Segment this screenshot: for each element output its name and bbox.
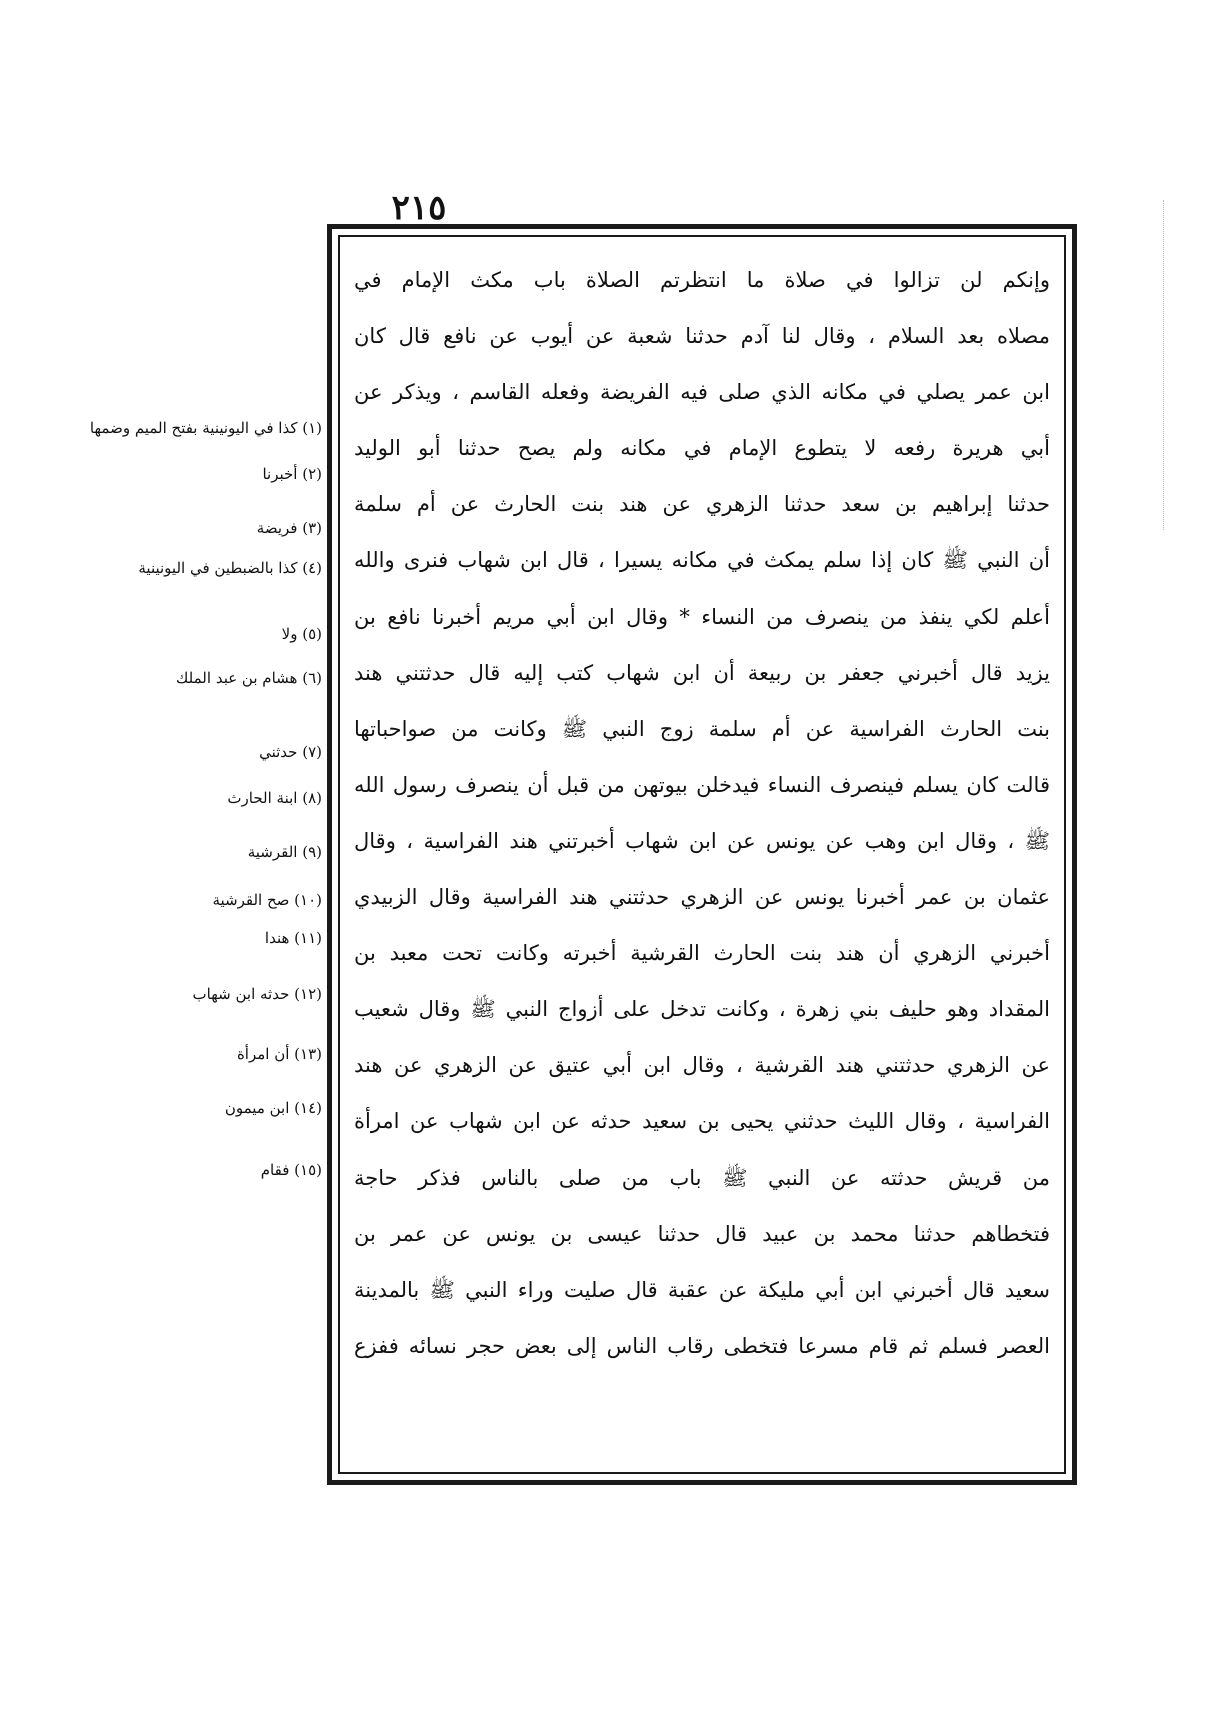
text-line: الفراسية ، وقال الليث حدثني يحيى بن سعيد حدثه عن ابن شهاب عن امرأة — [354, 1109, 1050, 1134]
page-number: ٢١٥ — [391, 188, 447, 228]
main-text-block — [354, 252, 1050, 1467]
text-line: فتخطاهم حدثنا محمد بن عبيد قال حدثنا عيسى بن يونس عن عمر بن — [354, 1221, 1050, 1246]
footnote: (٩) القرشية — [247, 843, 322, 861]
footnote: (٧) حدثني — [259, 743, 322, 761]
text-line: من قريش حدثته عن النبي ﷺ باب من صلى بالناس فذكر حاجة — [354, 1165, 1050, 1190]
text-line: يزيد قال أخبرني جعفر بن ربيعة أن ابن شهاب كتب إليه قال حدثتني هند — [354, 660, 1050, 685]
footnote: (٦) هشام بن عبد الملك — [176, 669, 322, 687]
text-line: ابن عمر يصلي في مكانه الذي صلى فيه الفريضة وفعله القاسم ، ويذكر عن — [354, 380, 1050, 405]
scan-edge-mark — [1163, 200, 1170, 530]
footnote: (٥) ولا — [281, 625, 322, 643]
footnote: (١٠) صح القرشية — [212, 891, 322, 909]
footnote: (١٣) أن امرأة — [236, 1045, 322, 1063]
text-line: أخبرني الزهري أن هند بنت الحارث القرشية أخبرته وكانت تحت معبد بن — [354, 941, 1050, 966]
text-line: المقداد وهو حليف بني زهرة ، وكانت تدخل على أزواج النبي ﷺ وقال شعيب — [354, 997, 1050, 1022]
text-line: مصلاه بعد السلام ، وقال لنا آدم حدثنا شعبة عن أيوب عن نافع قال كان — [354, 324, 1050, 349]
text-line: بنت الحارث الفراسية عن أم سلمة زوج النبي ﷺ وكانت من صواحباتها — [354, 716, 1050, 741]
text-line: عثمان بن عمر أخبرنا يونس عن الزهري حدثتني هند الفراسية وقال الزبيدي — [354, 885, 1050, 910]
text-line: وإنكم لن تزالوا في صلاة ما انتظرتم الصلاة باب مكث الإمام في — [354, 268, 1050, 292]
text-line: أن النبي ﷺ كان إذا سلم يمكث في مكانه يسيرا ، قال ابن شهاب فنرى والله — [354, 548, 1050, 573]
footnote: (١) كذا في اليونينية بفتح الميم وضمها — [89, 419, 322, 437]
footnote: (٣) فريضة — [256, 519, 322, 537]
text-line: أعلم لكي ينفذ من ينصرف من النساء * وقال ابن أبي مريم أخبرنا نافع بن — [354, 604, 1050, 629]
text-line: العصر فسلم ثم قام مسرعا فتخطى رقاب الناس إلى بعض حجر نسائه ففزع — [354, 1333, 1050, 1358]
footnote: (٨) ابنة الحارث — [227, 789, 322, 807]
footnote: (١٤) ابن ميمون — [224, 1099, 322, 1117]
text-line: قالت كان يسلم فينصرف النساء فيدخلن بيوتهن من قبل أن ينصرف رسول الله — [354, 772, 1050, 797]
text-line: حدثنا إبراهيم بن سعد حدثنا الزهري عن هند بنت الحارث عن أم سلمة — [354, 492, 1050, 517]
footnote: (٤) كذا بالضبطين في اليونينية — [138, 559, 322, 577]
footnote: (٢) أخبرنا — [262, 465, 322, 483]
text-line: سعيد قال أخبرني ابن أبي مليكة عن عقبة قال صليت وراء النبي ﷺ بالمدينة — [354, 1277, 1050, 1302]
footnote: (١٥) فقام — [260, 1161, 322, 1179]
text-line: عن الزهري حدثتني هند القرشية ، وقال ابن أبي عتيق عن الزهري عن هند — [354, 1053, 1050, 1078]
text-line: أبي هريرة رفعه لا يتطوع الإمام في مكانه ولم يصح حدثنا أبو الوليد — [354, 436, 1050, 461]
footnote: (١١) هندا — [264, 929, 322, 947]
footnote: (١٢) حدثه ابن شهاب — [192, 985, 322, 1003]
text-line: ﷺ ، وقال ابن وهب عن يونس عن ابن شهاب أخبرتني هند الفراسية ، وقال — [354, 828, 1050, 853]
